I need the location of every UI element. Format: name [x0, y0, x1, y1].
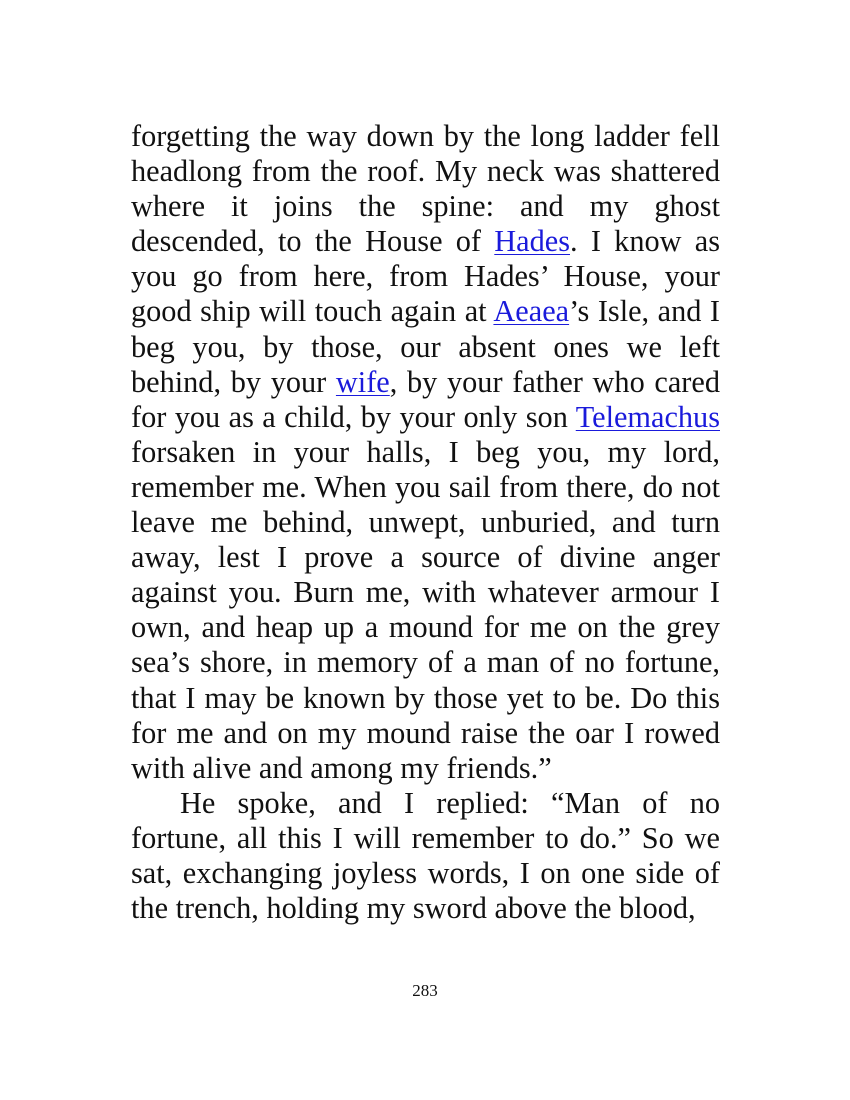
text-run: He spoke, and I replied: “Man of no fortune, all this I will remember to do.” So we sat, exchanging joyless words, I on one side of the trench, holding my sword above the blood, — [131, 785, 720, 926]
link-aeaea[interactable]: Aeaea — [493, 294, 570, 329]
text-run: , by your father who cared for you as a child, by your only son — [131, 364, 720, 434]
text-run: forgetting the way down by the long ladder fell headlong from the roof. My neck was shattered where it joins the spine: and my ghost descended, to the House of — [131, 119, 720, 259]
link-hades[interactable]: Hades — [494, 224, 570, 259]
link-telemachus[interactable]: Telemachus — [575, 399, 720, 434]
paragraph-2 — [131, 786, 720, 926]
text-run: . I know as you go from here, from Hades’ House, your good ship will touch again at — [131, 224, 720, 329]
paragraph-1 — [131, 119, 720, 786]
text-run: ’s Isle, and I beg you, by those, our absent ones we left behind, by your — [131, 294, 720, 399]
page-number: 283 — [412, 981, 438, 1000]
link-wife[interactable]: wife — [335, 364, 390, 399]
text-run: forsaken in your halls, I beg you, my lord, remember me. When you sail from there, do not leave me behind, unwept, unburied, and turn away, lest I prove a source of divine anger against you. Burn me, with whatever armour I own, and heap up a mound for me on the grey sea’s shore, in memory of a man of no fortune, that I may be known by those yet to be. Do this for me and on my mound raise the oar I rowed with alive and among my friends.” — [131, 434, 720, 785]
body-text — [131, 119, 720, 926]
